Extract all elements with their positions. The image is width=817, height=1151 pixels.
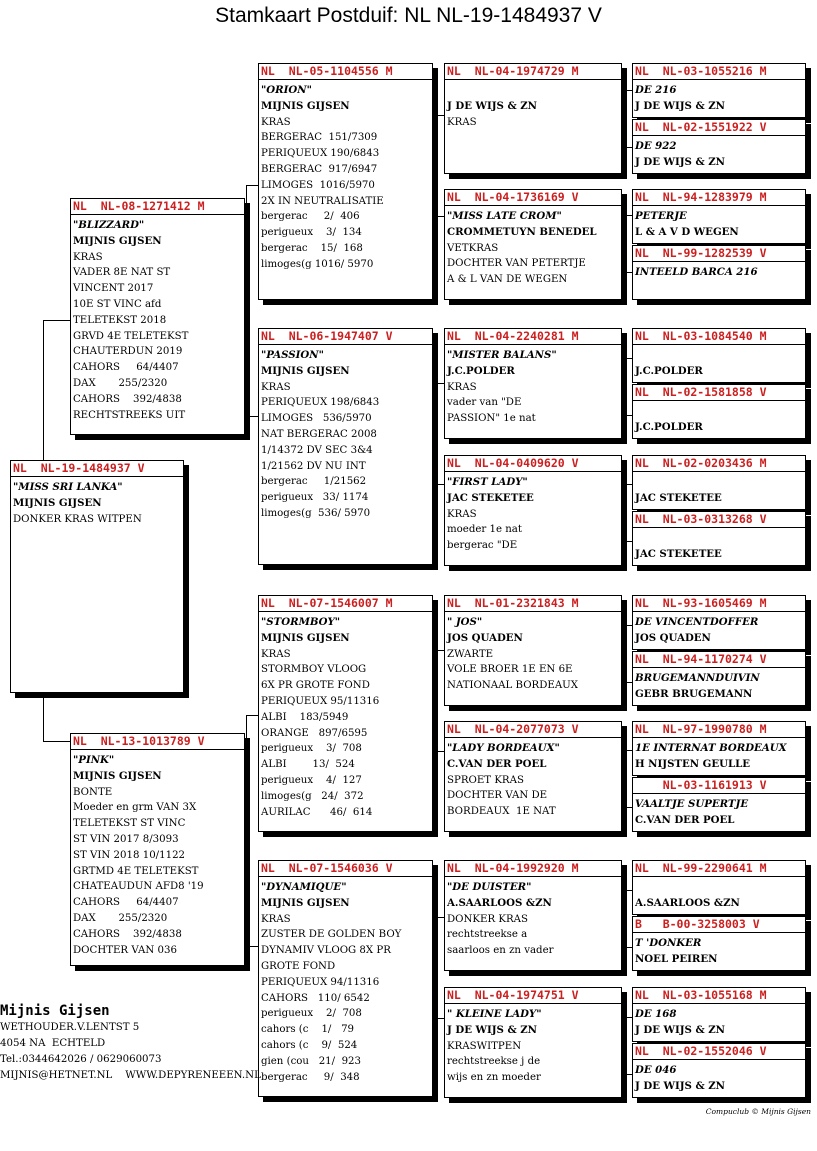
- breeder-name: L & A V D WEGEN: [635, 225, 739, 238]
- pigeon-name: "FIRST LADY": [447, 476, 528, 488]
- ring-number: NL NL-02-0203436 M: [633, 456, 805, 472]
- pigeon-details: [445, 877, 621, 959]
- detail-line: DAX 255/2320: [73, 377, 168, 389]
- ring-number: NL NL-04-1736169 V: [445, 190, 621, 206]
- breeder-name: NOEL PEIREN: [635, 952, 718, 965]
- pigeon-card-g7: [632, 455, 806, 510]
- detail-line: LIMOGES 536/5970: [261, 413, 372, 425]
- detail-line: ST VIN 2017 8/3093: [73, 833, 179, 845]
- pigeon-details: [633, 206, 805, 241]
- detail-line: [635, 404, 803, 420]
- pigeon-details: [445, 345, 621, 427]
- pigeon-name: DE VINCENTDOFFER: [635, 616, 759, 628]
- pigeon-card-g5: [632, 328, 806, 383]
- pigeon-name: "MISS LATE CROM": [447, 210, 562, 222]
- ring-number: NL NL-03-1084540 M: [633, 329, 805, 345]
- pigeon-card-g14: [632, 916, 806, 971]
- detail-line: CAHORS 64/4407: [73, 897, 179, 909]
- pigeon-name: "LADY BORDEAUX": [447, 742, 560, 754]
- pigeon-card-fmm: [444, 455, 622, 566]
- pigeon-name: " KLEINE LADY": [447, 1008, 542, 1020]
- breeder-name: J DE WIJS & ZN: [635, 155, 725, 168]
- connector-mfm-parents: [622, 750, 632, 808]
- breeder-name: J.C.POLDER: [635, 364, 703, 377]
- detail-line: cahors (c 1/ 79: [261, 1024, 355, 1036]
- detail-line: TELETEKST ST VINC: [73, 818, 186, 830]
- detail-line: KRAS: [261, 648, 291, 660]
- detail-line: rechtstreekse j de: [447, 1056, 541, 1068]
- detail-line: bergerac 1/21562: [261, 476, 367, 488]
- pigeon-details: [445, 80, 621, 130]
- detail-line: BERGERAC 151/7309: [261, 132, 378, 144]
- detail-line: BORDEAUX 1E NAT: [447, 806, 556, 818]
- pigeon-name: 1E INTERNAT BORDEAUX: [635, 742, 787, 754]
- detail-line: PERIQUEUX 190/6843: [261, 148, 380, 160]
- detail-line: TELETEKST 2018: [73, 314, 167, 326]
- pigeon-details: [445, 1004, 621, 1086]
- detail-line: perigueux 2/ 708: [261, 1008, 362, 1020]
- breeder-name: J.C.POLDER: [447, 364, 515, 377]
- pigeon-card-father: [70, 198, 245, 435]
- pigeon-name: " JOS": [447, 616, 483, 628]
- owner-address: WETHOUDER.V.LENTST 5: [0, 1022, 140, 1033]
- detail-line: KRAS: [261, 381, 291, 393]
- pigeon-card-mfm: [444, 721, 622, 832]
- detail-line: DOCHTER VAN DE: [447, 790, 548, 802]
- detail-line: [635, 880, 803, 896]
- breeder-name: J DE WIJS & ZN: [447, 99, 537, 112]
- detail-line: GRTMD 4E TELETEKST: [73, 865, 199, 877]
- pigeon-details: [633, 528, 805, 563]
- detail-line: VINCENT 2017: [73, 283, 154, 295]
- detail-line: perigueux 33/ 1174: [261, 492, 369, 504]
- breeder-name: GEBR BRUGEMANN: [635, 687, 753, 700]
- detail-line: limoges(g 1016/ 5970: [261, 258, 374, 270]
- pigeon-name: DE 168: [635, 1008, 677, 1020]
- detail-line: PERIQUEUX 198/6843: [261, 397, 380, 409]
- pigeon-name: "STORMBOY": [261, 616, 341, 628]
- detail-line: vader van "DE: [447, 397, 522, 409]
- breeder-name: J DE WIJS & ZN: [635, 1023, 725, 1036]
- connector-mmf-parents: [622, 890, 632, 948]
- pigeon-card-mff: [444, 595, 622, 706]
- detail-line: ZWARTE: [447, 648, 494, 660]
- ring-number: NL NL-03-1055168 M: [633, 988, 805, 1004]
- connector-ff-parents: [434, 115, 444, 217]
- detail-line: perigueux 4/ 127: [261, 774, 362, 786]
- detail-line: 10E ST VINC afd: [73, 298, 162, 310]
- pigeon-details: [71, 215, 244, 423]
- pigeon-details: [259, 612, 432, 820]
- breeder-name: H NIJSTEN GEULLE: [635, 757, 751, 770]
- detail-line: gien (cou 21/ 923: [261, 1055, 362, 1067]
- detail-line: BONTE: [73, 786, 113, 798]
- ring-number: NL NL-07-1546007 M: [259, 596, 432, 612]
- pigeon-details: [445, 738, 621, 820]
- ring-number: NL NL-05-1104556 M: [259, 64, 432, 80]
- detail-line: ZUSTER DE GOLDEN BOY: [261, 929, 402, 941]
- detail-line: LIMOGES 1016/5970: [261, 179, 375, 191]
- breeder-name: A.SAARLOOS &ZN: [447, 896, 552, 909]
- pigeon-name: BRUGEMANNDUIVIN: [635, 672, 760, 684]
- breeder-name: JAC STEKETEE: [635, 547, 722, 560]
- detail-line: DONKER KRAS WITPEN: [13, 513, 142, 525]
- breeder-name: J.C.POLDER: [635, 420, 703, 433]
- detail-line: CHAUTERDUN 2019: [73, 346, 183, 358]
- pigeon-name: PETERJE: [635, 210, 687, 222]
- breeder-name: JAC STEKETEE: [447, 491, 534, 504]
- pigeon-name: DE 216: [635, 84, 677, 96]
- pigeon-details: [633, 472, 805, 507]
- owner-city: 4054 NA ECHTELD: [0, 1038, 106, 1049]
- ring-number: NL NL-01-2321843 M: [445, 596, 621, 612]
- detail-line: PERIQUEUX 94/11316: [261, 976, 380, 988]
- pigeon-card-g16: [632, 1043, 806, 1098]
- pigeon-card-mm: [258, 860, 433, 1097]
- pigeon-details: [633, 136, 805, 171]
- pigeon-card-g11: [632, 721, 806, 776]
- pigeon-name: "DYNAMIQUE": [261, 881, 347, 893]
- breeder-name: A.SAARLOOS &ZN: [635, 896, 740, 909]
- detail-line: DAX 255/2320: [73, 912, 168, 924]
- breeder-name: CROMMETUYN BENEDEL: [447, 225, 597, 238]
- ring-number: NL NL-04-0409620 V: [445, 456, 621, 472]
- detail-line: VOLE BROER 1E EN 6E: [447, 664, 573, 676]
- detail-line: PERIQUEUX 95/11316: [261, 695, 380, 707]
- pigeon-card-g6: [632, 384, 806, 439]
- connector-fm-parents: [434, 383, 444, 485]
- detail-line: VETKRAS: [447, 242, 499, 254]
- owner-phone: Tel.:0344642026 / 0629060073: [0, 1054, 162, 1065]
- owner-name: Mijnis Gijsen: [0, 1003, 110, 1019]
- detail-line: limoges(g 536/ 5970: [261, 507, 371, 519]
- breeder-name: JAC STEKETEE: [635, 491, 722, 504]
- pigeon-card-ffm: [444, 189, 622, 300]
- detail-line: RECHTSTREEKS UIT: [73, 409, 186, 421]
- breeder-name: MIJNIS GIJSEN: [261, 896, 350, 909]
- detail-line: ORANGE 897/6595: [261, 727, 368, 739]
- pigeon-card-fff: [444, 63, 622, 174]
- ring-number: B B-00-3258003 V: [633, 917, 805, 933]
- pigeon-name: DE 922: [635, 140, 677, 152]
- pigeon-details: [633, 1004, 805, 1039]
- pigeon-details: [633, 794, 805, 829]
- ring-number: NL NL-94-1283979 M: [633, 190, 805, 206]
- detail-line: NAT BERGERAC 2008: [261, 428, 377, 440]
- detail-line: ALBI 13/ 524: [261, 759, 355, 771]
- owner-info: [0, 1002, 261, 1084]
- detail-line: STORMBOY VLOOG: [261, 664, 367, 676]
- detail-line: KRAS: [447, 508, 477, 520]
- pigeon-name: "MISTER BALANS": [447, 349, 557, 361]
- ring-number: NL NL-93-1605469 M: [633, 596, 805, 612]
- connector-fff-parents: [622, 90, 632, 148]
- detail-line: Moeder en grm VAN 3X: [73, 802, 197, 814]
- owner-contact: MIJNIS@HETNET.NL WWW.DEPYRENEEEN.NL: [0, 1070, 261, 1081]
- breeder-name: C.VAN DER POEL: [447, 757, 547, 770]
- ring-number: NL NL-97-1990780 M: [633, 722, 805, 738]
- detail-line: wijs en zn moeder: [447, 1072, 541, 1084]
- detail-line: CAHORS 392/4838: [73, 393, 182, 405]
- detail-line: cahors (c 9/ 524: [261, 1039, 358, 1051]
- detail-line: DYNAMIV VLOOG 8X PR: [261, 945, 391, 957]
- connector-fmf-parents: [622, 358, 632, 416]
- ring-number: NL NL-08-1271412 M: [71, 199, 244, 215]
- pigeon-details: [633, 1060, 805, 1095]
- ring-number: NL NL-04-1974751 V: [445, 988, 621, 1004]
- pigeon-card-g12: [632, 777, 806, 832]
- detail-line: moeder 1e nat: [447, 524, 522, 536]
- detail-line: BERGERAC 917/6947: [261, 163, 378, 175]
- pigeon-details: [445, 472, 621, 554]
- credit-text: Compuclub © Mijnis Gijsen: [705, 1107, 811, 1116]
- breeder-name: J DE WIJS & ZN: [635, 1079, 725, 1092]
- breeder-name: J DE WIJS & ZN: [447, 1023, 537, 1036]
- pigeon-details: [633, 345, 805, 380]
- ring-number: NL NL-04-2240281 M: [445, 329, 621, 345]
- detail-line: 6X PR GROTE FOND: [261, 680, 370, 692]
- detail-line: limoges(g 24/ 372: [261, 790, 364, 802]
- detail-line: DOCHTER VAN PETERTJE: [447, 258, 586, 270]
- pigeon-details: [633, 668, 805, 703]
- detail-line: CAHORS 392/4838: [73, 928, 182, 940]
- pigeon-details: [445, 612, 621, 694]
- ring-number: NL NL-06-1947407 V: [259, 329, 432, 345]
- breeder-name: MIJNIS GIJSEN: [13, 496, 102, 509]
- ring-number: NL NL-02-1552046 V: [633, 1044, 805, 1060]
- pigeon-card-mother: [70, 733, 245, 966]
- pigeon-name: "MISS SRI LANKA": [13, 481, 123, 493]
- detail-line: bergerac 9/ 348: [261, 1071, 360, 1083]
- connector-mf-parents: [434, 650, 444, 752]
- pigeon-name: "PINK": [73, 754, 115, 766]
- connector-ffm-parents: [622, 215, 632, 273]
- pigeon-details: [259, 877, 432, 1085]
- pigeon-details: [445, 206, 621, 288]
- pigeon-card-g8: [632, 511, 806, 566]
- detail-line: KRAS: [447, 381, 477, 393]
- breeder-name: JOS QUADEN: [447, 631, 523, 644]
- detail-line: SPROET KRAS: [447, 774, 524, 786]
- detail-line: [635, 475, 803, 491]
- pigeon-card-g4: [632, 245, 806, 300]
- detail-line: rechtstreekse a: [447, 929, 528, 941]
- pigeon-card-subject: [10, 460, 184, 693]
- detail-line: [635, 531, 803, 547]
- ring-number: NL NL-04-1974729 M: [445, 64, 621, 80]
- pigeon-details: [633, 877, 805, 912]
- pigeon-card-g10: [632, 651, 806, 706]
- ring-number: NL NL-03-0313268 V: [633, 512, 805, 528]
- pigeon-details: [633, 80, 805, 115]
- pigeon-details: [11, 477, 183, 527]
- breeder-name: MIJNIS GIJSEN: [261, 364, 350, 377]
- pigeon-name: DE 046: [635, 1064, 677, 1076]
- pigeon-card-g13: [632, 860, 806, 915]
- pigeon-details: [633, 401, 805, 436]
- page-title: Stamkaart Postduif: NL NL-19-1484937 V: [215, 4, 602, 27]
- pigeon-details: [259, 345, 432, 522]
- connector-mff-parents: [622, 625, 632, 683]
- detail-line: bergerac "DE: [447, 540, 518, 552]
- pigeon-name: "BLIZZARD": [73, 219, 145, 231]
- detail-line: DOCHTER VAN 036: [73, 944, 177, 956]
- detail-line: [635, 348, 803, 364]
- detail-line: GROTE FOND: [261, 960, 336, 972]
- pigeon-card-fm: [258, 328, 433, 565]
- detail-line: KRASWITPEN: [447, 1040, 522, 1052]
- pigeon-details: [259, 80, 432, 273]
- pigeon-card-ff: [258, 63, 433, 300]
- detail-line: KRAS: [261, 913, 291, 925]
- detail-line: 2X IN NEUTRALISATIE: [261, 195, 384, 207]
- detail-line: [447, 83, 619, 99]
- ring-number: NL NL-04-2077073 V: [445, 722, 621, 738]
- detail-line: KRAS: [447, 116, 477, 128]
- pigeon-card-g1: [632, 63, 806, 118]
- detail-line: CAHORS 64/4407: [73, 362, 179, 374]
- detail-line: CHATEAUDUN AFD8 '19: [73, 881, 204, 893]
- connector-mmm-parents: [622, 1017, 632, 1075]
- pigeon-name: "ORION": [261, 84, 312, 96]
- pigeon-card-mmm: [444, 987, 622, 1098]
- connector-fmm-parents: [622, 484, 632, 542]
- pigeon-card-g3: [632, 189, 806, 244]
- detail-line: ST VIN 2018 10/1122: [73, 849, 186, 861]
- detail-line: 1/21562 DV NU INT: [261, 460, 366, 472]
- ring-number: NL NL-94-1170274 V: [633, 652, 805, 668]
- pigeon-details: [633, 262, 805, 281]
- ring-number: NL NL-99-1282539 V: [633, 246, 805, 262]
- detail-line: VADER 8E NAT ST: [73, 267, 171, 279]
- breeder-name: JOS QUADEN: [635, 631, 711, 644]
- pigeon-name: T 'DONKER: [635, 937, 702, 949]
- pigeon-card-mmf: [444, 860, 622, 971]
- ring-number: NL NL-03-1055216 M: [633, 64, 805, 80]
- detail-line: DONKER KRAS: [447, 913, 529, 925]
- detail-line: KRAS: [261, 116, 291, 128]
- ring-number: NL NL-07-1546036 V: [259, 861, 432, 877]
- pigeon-card-g9: [632, 595, 806, 650]
- pigeon-card-fmf: [444, 328, 622, 439]
- pigeon-name: INTEELD BARCA 216: [635, 266, 758, 278]
- pigeon-details: [633, 738, 805, 773]
- breeder-name: MIJNIS GIJSEN: [261, 99, 350, 112]
- ring-number: NL NL-99-2290641 M: [633, 861, 805, 877]
- pigeon-details: [633, 612, 805, 647]
- detail-line: bergerac 15/ 168: [261, 242, 363, 254]
- detail-line: AURILAC 46/ 614: [261, 806, 373, 818]
- pigeon-name: "PASSION": [261, 349, 324, 361]
- pigeon-card-mf: [258, 595, 433, 832]
- detail-line: PASSION" 1e nat: [447, 413, 536, 425]
- detail-line: perigueux 3/ 134: [261, 227, 362, 239]
- ring-number: NL NL-04-1992920 M: [445, 861, 621, 877]
- ring-number: NL-03-1161913 V: [633, 778, 805, 794]
- detail-line: saarloos en zn vader: [447, 945, 554, 957]
- pigeon-name: "DE DUISTER": [447, 881, 532, 893]
- detail-line: GRVD 4E TELETEKST: [73, 330, 189, 342]
- breeder-name: J DE WIJS & ZN: [635, 99, 725, 112]
- ring-number: NL NL-13-1013789 V: [71, 734, 244, 750]
- connector-mm-parents: [434, 917, 444, 1019]
- detail-line: NATIONAAL BORDEAUX: [447, 680, 579, 692]
- pigeon-details: [71, 750, 244, 958]
- breeder-name: MIJNIS GIJSEN: [261, 631, 350, 644]
- detail-line: perigueux 3/ 708: [261, 743, 362, 755]
- pigeon-card-g15: [632, 987, 806, 1042]
- breeder-name: C.VAN DER POEL: [635, 813, 735, 826]
- breeder-name: MIJNIS GIJSEN: [73, 769, 162, 782]
- detail-line: bergerac 2/ 406: [261, 211, 360, 223]
- detail-line: ALBI 183/5949: [261, 711, 349, 723]
- pigeon-name: VAALTJE SUPERTJE: [635, 798, 749, 810]
- breeder-name: MIJNIS GIJSEN: [73, 234, 162, 247]
- detail-line: CAHORS 110/ 6542: [261, 992, 370, 1004]
- detail-line: 1/14372 DV SEC 3&4: [261, 444, 373, 456]
- detail-line: KRAS: [73, 251, 103, 263]
- ring-number: NL NL-02-1581858 V: [633, 385, 805, 401]
- ring-number: NL NL-19-1484937 V: [11, 461, 183, 477]
- pigeon-details: [633, 933, 805, 968]
- ring-number: NL NL-02-1551922 V: [633, 120, 805, 136]
- detail-line: A & L VAN DE WEGEN: [447, 274, 568, 286]
- pigeon-card-g2: [632, 119, 806, 174]
